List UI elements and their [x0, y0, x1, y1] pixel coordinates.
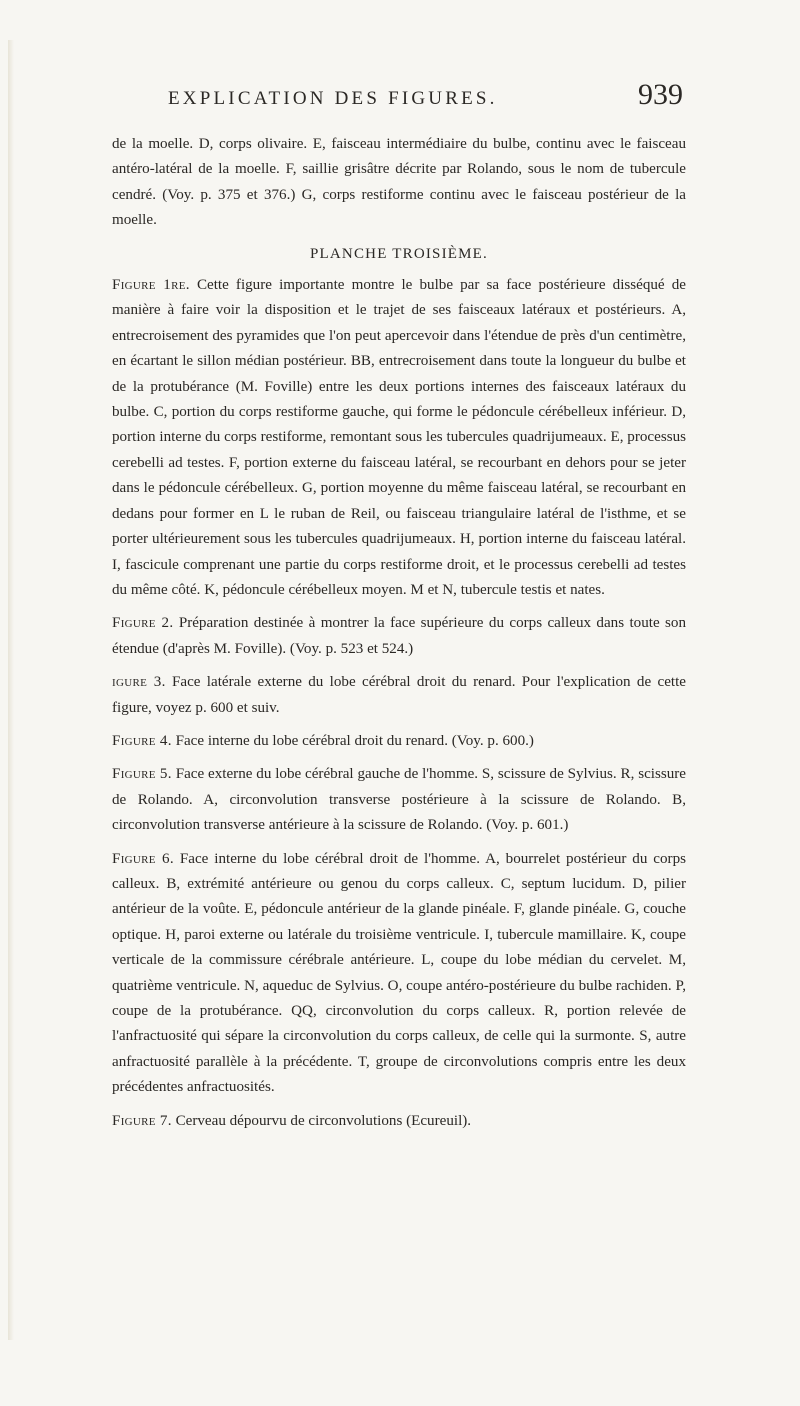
- figure-text: Face interne du lobe cérébral droit du renard. (Voy. p. 600.): [175, 732, 534, 749]
- body-text: [112, 132, 686, 1134]
- figure-label: igure 3.: [112, 674, 166, 691]
- figure-entry-7: [112, 1109, 686, 1134]
- figure-text: Face interne du lobe cérébral droit de l'homme. A, bourrelet postérieur du corps calleux. B, extrémité antérieure ou genou du corps calleux. C, septum lucidum. D, pilier antérieur de la voûte. E, pédoncule antérieur de la glande pinéale. F, glande pinéale. G, couche optique. H, paroi externe ou latérale du troisième ventricule. I, tubercule mamillaire. K, coupe verticale de la commissure cérébrale antérieure. L, coupe du lobe médian du cervelet. M, quatrième ventricule. N, aqueduc de Sylvius. O, coupe antéro-postérieure du bulbe rachiden. P, coupe de la protubérance. QQ, circonvolution du corps calleux. R, portion relevée de l'anfractuosité qui sépare la circonvolution du corps calleux, de celle qui la surmonte. S, autre anfractuosité parallèle à la précédente. T, groupe de circonvolutions compris entre les deux précédentes anfractuosités.: [112, 850, 687, 1096]
- figure-label: Figure 2.: [112, 615, 174, 632]
- figure-text: Préparation destinée à montrer la face supérieure du corps calleux dans toute son étendue (d'après M. Foville). (Voy. p. 523 et 524.): [112, 615, 687, 657]
- figure-label: Figure 5.: [112, 766, 172, 783]
- figure-label: Figure 7.: [112, 1112, 172, 1129]
- figure-text: Face latérale externe du lobe cérébral droit du renard. Pour l'explication de cette figure, voyez p. 600 et suiv.: [112, 674, 686, 716]
- figure-label: Figure 4.: [112, 732, 172, 749]
- figure-entry-4: [112, 729, 686, 754]
- figure-text: Cette figure importante montre le bulbe par sa face postérieure disséqué de manière à faire voir la disposition et le trajet de ses faisceaux latéraux et postérieurs. A, entrecroisement des pyramides que l'on peut apercevoir dans l'étendue de près d'un centimètre, en écartant le sillon médian postérieur. BB, entrecroisement dans toute la longueur du bulbe et de la protubérance (M. Foville) entre les deux portions internes des faisceaux latéraux du bulbe. C, portion du corps restiforme gauche, qui forme le pédoncule cérébelleux inférieur. D, portion interne du corps restiforme, remontant sous les tubercules quadrijumeaux. E, processus cerebelli ad testes. F, portion externe du faisceau latéral, se recourbant en dehors pour se jeter dans le pédoncule cérébelleux. G, portion moyenne du même faisceau latéral, se recourbant en dedans pour former en L le ruban de Reil, ou faisceau triangulaire latéral de l'isthme, et se porter ultérieurement sous les tubercules quadrijumeaux. H, portion interne du faisceau latéral. I, fascicule comprenant une partie du corps restiforme droit, et le processus cerebelli ad testes du même côté. K, pédoncule cérébelleux moyen. M et N, tubercule testis et nates.: [112, 277, 687, 598]
- figure-entry-1: [112, 273, 686, 603]
- intro-paragraph: de la moelle. D, corps olivaire. E, faisceau intermédiaire du bulbe, continu avec le faisceau antéro-latéral de la moelle. F, saillie grisâtre décrite par Rolando, sous le nom de tubercule cendré. (Voy. p. 375 et 376.) G, corps restiforme continu avec le faisceau postérieur de la moelle.: [112, 136, 686, 229]
- section-heading: PLANCHE TROISIÈME.: [310, 245, 488, 262]
- running-title: EXPLICATION DES FIGURES.: [168, 88, 498, 109]
- figure-entry-3: [112, 670, 686, 721]
- figure-text: Face externe du lobe cérébral gauche de l'homme. S, scissure de Sylvius. R, scissure de Rolando. A, circonvolution transverse postérieure à la scissure de Rolando. B, circonvolution transverse antérieure à la scissure de Rolando. (Voy. p. 601.): [112, 766, 686, 834]
- running-head: [168, 78, 683, 118]
- figure-entry-2: [112, 611, 686, 662]
- page-edge-shadow: [8, 40, 14, 1340]
- figure-text: Cerveau dépourvu de circonvolutions (Ecureuil).: [175, 1112, 472, 1129]
- figure-label: Figure 1re.: [112, 277, 190, 294]
- figure-label: Figure 6.: [112, 850, 174, 867]
- page-number: 939: [638, 78, 683, 111]
- figure-entry-5: [112, 762, 686, 838]
- figure-entry-6: [112, 847, 686, 1101]
